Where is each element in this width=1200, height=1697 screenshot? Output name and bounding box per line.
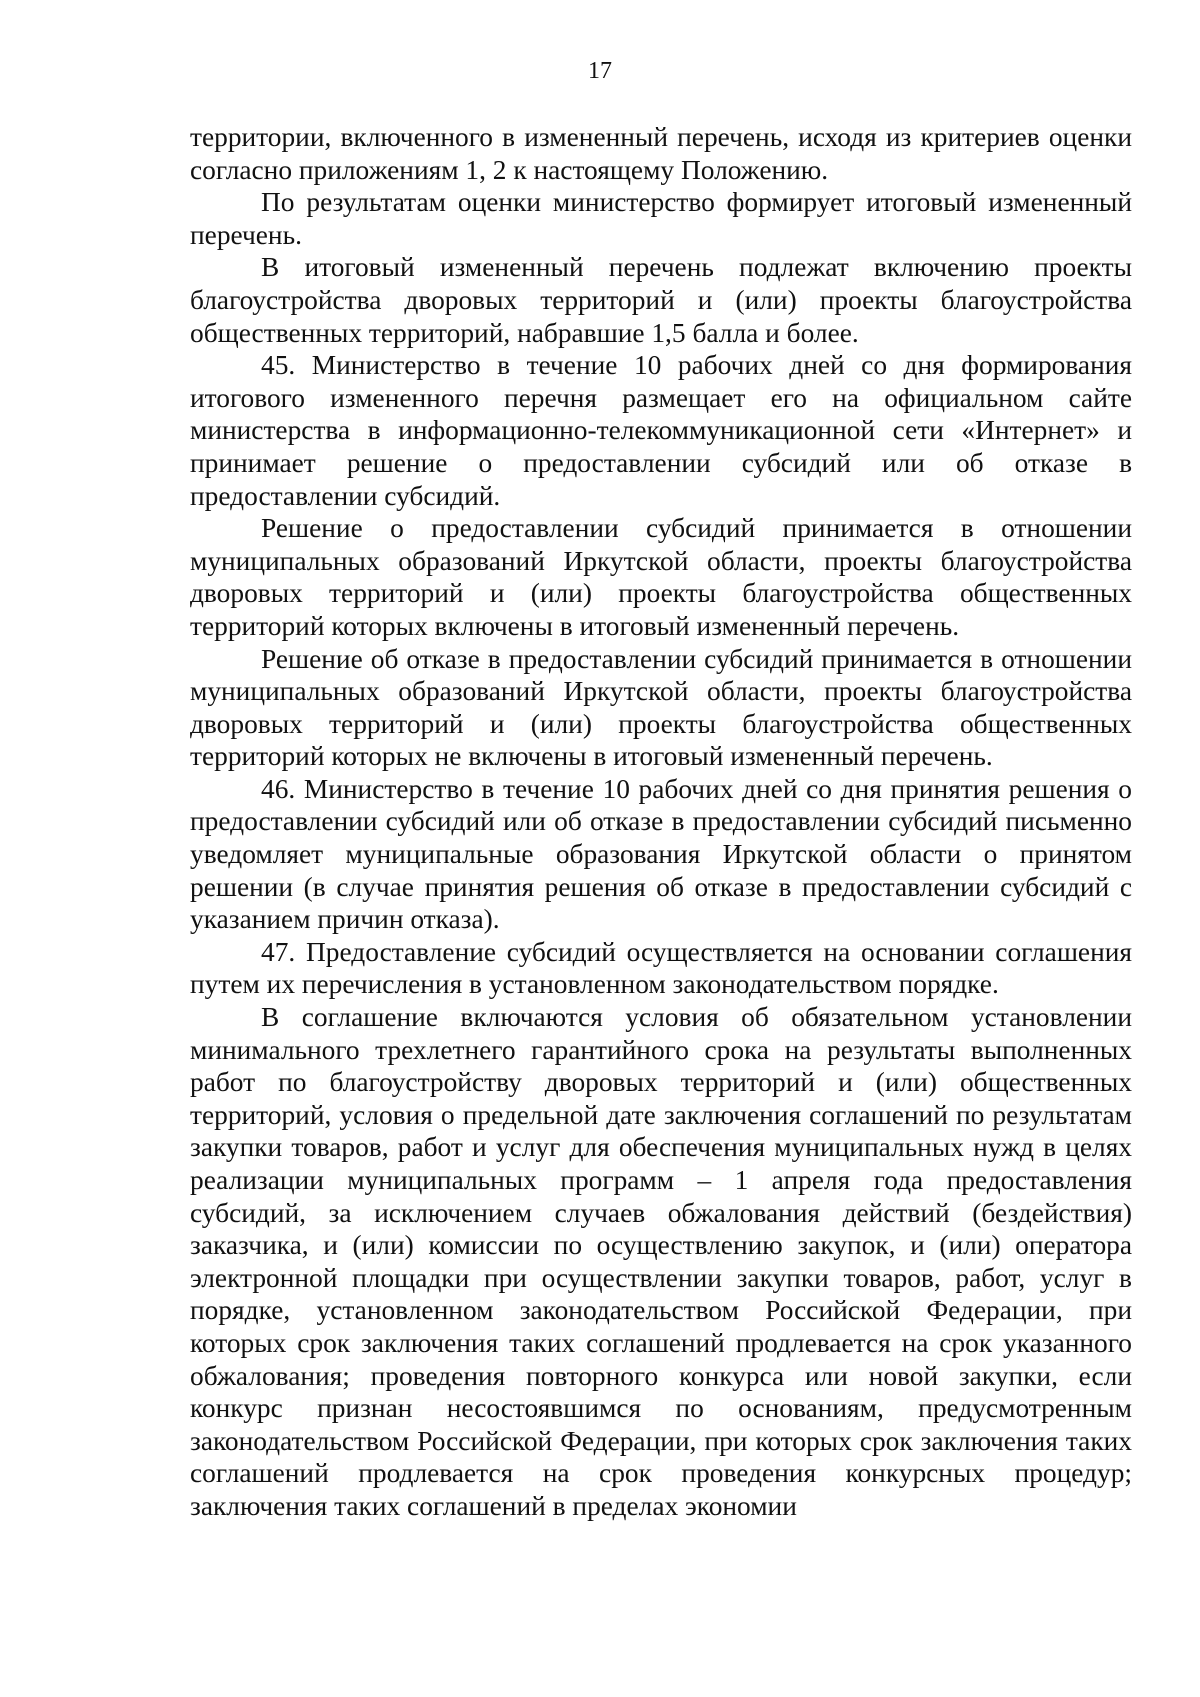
paragraph-continuation: территории, включенного в измененный перечень, исходя из критериев оценки согласно приложениям 1, 2 к настоящему Положению. (190, 122, 1132, 185)
paragraph-item-45: 45. Министерство в течение 10 рабочих дней со дня формирования итогового измененного перечня размещает его на официальном сайте министерства в информационно-телекоммуникационной сети «Интернет» и принимает решение о предоставлении субсидий или об отказе в предоставлении субсидий. (190, 350, 1132, 511)
paragraph-grant-decision: Решение о предоставлении субсидий принимается в отношении муниципальных образований Иркутской области, проекты благоустройства дворовых территорий и (или) проекты благоустройства общественных территорий которых включены в итоговый измененный перечень. (190, 513, 1132, 641)
paragraph-final-list-formation: По результатам оценки министерство формирует итоговый измененный перечень. (190, 187, 1132, 250)
paragraph-agreement-conditions: В соглашение включаются условия об обязательном установлении минимального трехлетнего гарантийного срока на результаты выполненных работ по благоустройству дворовых территорий и (или) общественных территорий, условия о предельной дате заключения соглашений по результатам закупки товаров, работ и услуг для обеспечения муниципальных нужд в целях реализации муниципальных программ – 1 апреля года предоставления субсидий, за исключением случаев обжалования действий (бездействия) заказчика, и (или) комиссии по осуществлению закупок, и (или) оператора электронной площадки при осуществлении закупки товаров, работ, услуг в порядке, установленном законодательством Российской Федерации, при которых срок заключения таких соглашений продлевается на срок указанного обжалования; проведения повторного конкурса или новой закупки, если конкурс признан несостоявшимся по основаниям, предусмотренным законодательством Российской Федерации, при которых срок заключения таких соглашений продлевается на срок проведения конкурсных процедур; заключения таких соглашений в пределах экономии (190, 1002, 1132, 1521)
paragraph-item-47: 47. Предоставление субсидий осуществляется на основании соглашения путем их перечисления в установленном законодательством порядке. (190, 936, 1132, 1000)
page-number: 17 (588, 58, 612, 84)
paragraph-refusal-decision: Решение об отказе в предоставлении субсидий принимается в отношении муниципальных образований Иркутской области, проекты благоустройства дворовых территорий и (или) проекты благоустройства общественных территорий которых не включены в итоговый измененный перечень. (190, 643, 1132, 772)
document-body (190, 121, 1132, 1523)
paragraph-item-46: 46. Министерство в течение 10 рабочих дней со дня принятия решения о предоставлении субсидий или об отказе в предоставлении субсидий письменно уведомляет муниципальные образования Иркутской области о принятом решении (в случае принятия решения об отказе в предоставлении субсидий с указанием причин отказа). (190, 773, 1132, 935)
paragraph-inclusion-threshold: В итоговый измененный перечень подлежат включению проекты благоустройства дворовых территорий и (или) проекты благоустройства общественных территорий, набравшие 1,5 балла и более. (190, 252, 1132, 348)
